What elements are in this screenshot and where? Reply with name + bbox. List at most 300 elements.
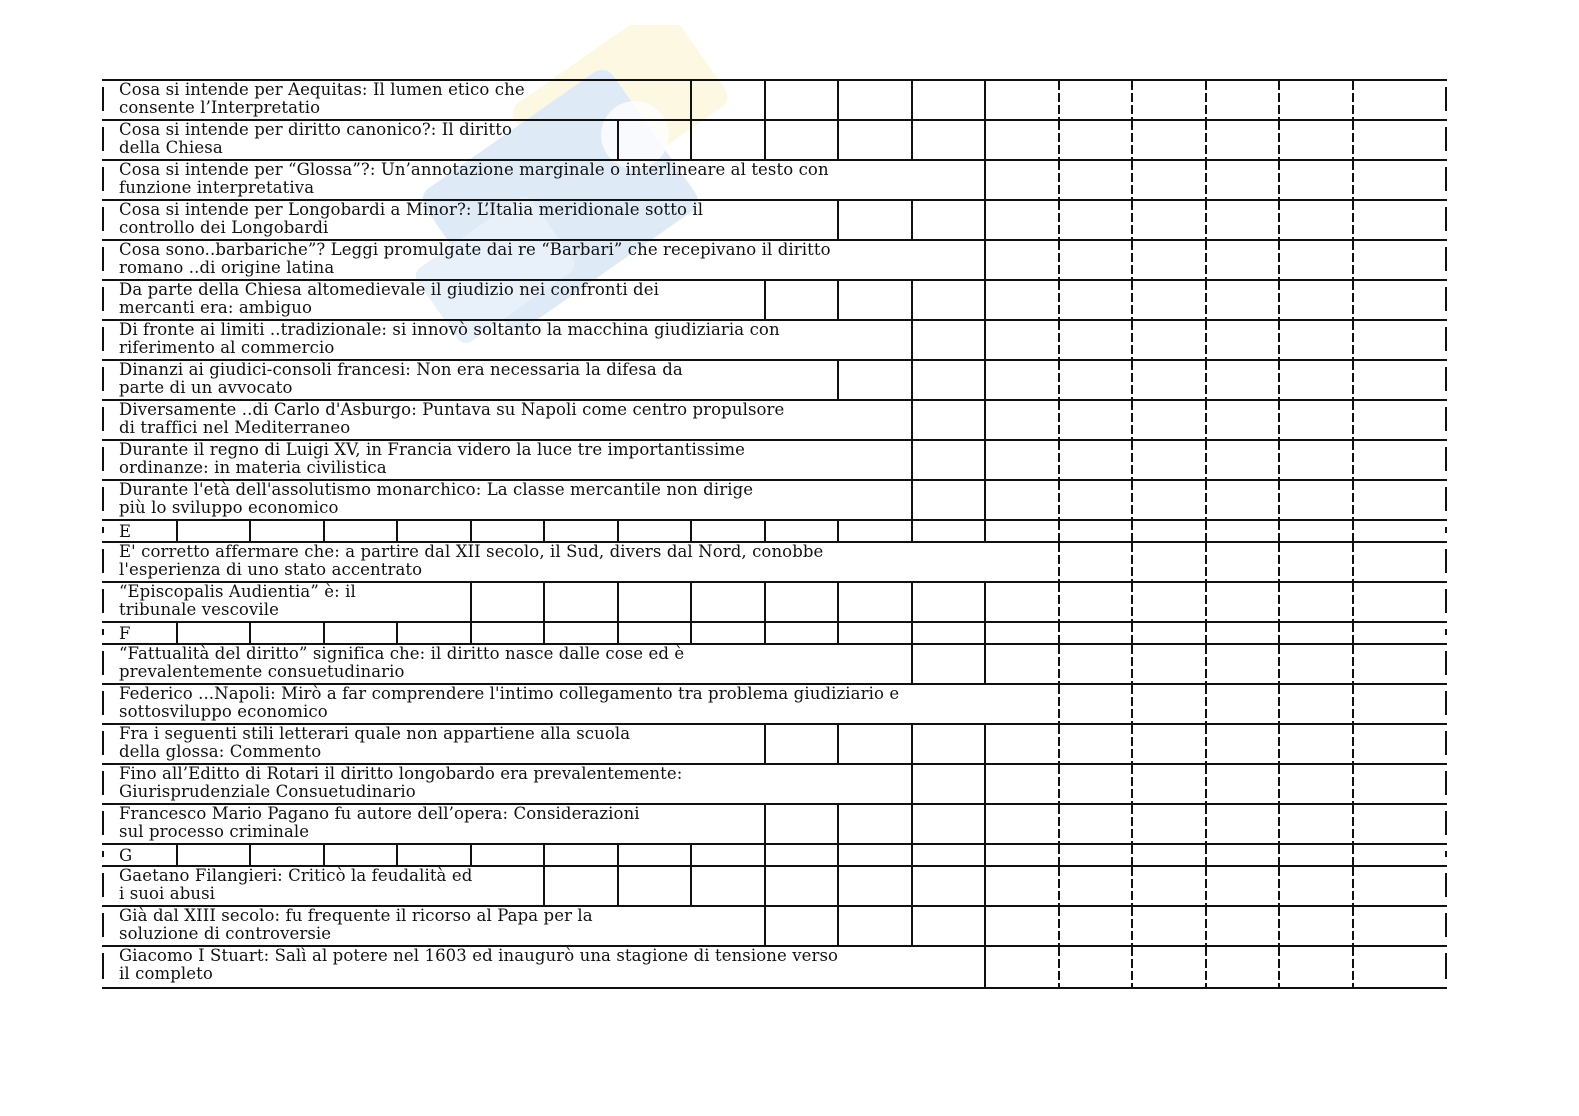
question-text: [119, 805, 640, 841]
row-right-border: [1445, 873, 1447, 897]
question-text: [119, 281, 659, 317]
cell-divider: [911, 805, 913, 843]
cell-divider: [984, 645, 986, 683]
cell-divider: [1058, 81, 1060, 119]
question-row: [102, 685, 1447, 725]
row-left-border: [102, 287, 104, 311]
question-row: [102, 725, 1447, 765]
cell-divider: [1058, 161, 1060, 199]
cell-divider: [1278, 201, 1280, 239]
row-right-border: [1445, 549, 1447, 573]
cell-divider: [984, 521, 986, 541]
cell-divider: [249, 845, 251, 865]
cell-divider: [176, 521, 178, 541]
cell-divider: [1352, 867, 1354, 905]
cell-divider: [1278, 81, 1280, 119]
row-left-border: [102, 207, 104, 231]
cell-divider: [1278, 521, 1280, 541]
cell-divider: [1205, 805, 1207, 843]
cell-divider: [617, 867, 619, 905]
row-left-border: [102, 527, 104, 533]
cell-divider: [764, 521, 766, 541]
question-line-1: Diversamente ..di Carlo d'Asburgo: Puntava su Napoli come centro propulsore: [119, 400, 785, 419]
row-right-border: [1445, 207, 1447, 231]
cell-divider: [837, 845, 839, 865]
cell-divider: [470, 583, 472, 621]
row-right-border: [1445, 851, 1447, 857]
cell-divider: [396, 521, 398, 541]
cell-divider: [1058, 805, 1060, 843]
cell-divider: [1278, 321, 1280, 359]
question-line-2: il completo: [119, 964, 213, 983]
question-line-2: i suoi abusi: [119, 884, 216, 903]
row-left-border: [102, 873, 104, 897]
cell-divider: [911, 441, 913, 479]
cell-divider: [690, 81, 692, 119]
question-line-1: Durante il regno di Luigi XV, in Francia videro la luce tre importantissime: [119, 440, 745, 459]
question-row: [102, 401, 1447, 441]
question-line-2: soluzione di controversie: [119, 924, 332, 943]
cell-divider: [837, 361, 839, 399]
cell-divider: [984, 321, 986, 359]
question-row: [102, 947, 1447, 987]
question-row: [102, 907, 1447, 947]
cell-divider: [396, 623, 398, 643]
cell-divider: [1131, 161, 1133, 199]
cell-divider: [690, 623, 692, 643]
row-right-border: [1445, 629, 1447, 635]
question-line-2: della glossa: Commento: [119, 742, 322, 761]
section-letter-row: [102, 845, 1447, 867]
cell-divider: [1205, 241, 1207, 279]
section-letter-row: [102, 623, 1447, 645]
cell-divider: [1205, 201, 1207, 239]
cell-divider: [470, 521, 472, 541]
cell-divider: [690, 521, 692, 541]
cell-divider: [1352, 765, 1354, 803]
question-line-2: controllo dei Longobardi: [119, 218, 329, 237]
question-text: [119, 321, 780, 357]
question-line-1: “Episcopalis Audientia” è: il: [119, 582, 356, 601]
cell-divider: [1352, 543, 1354, 581]
cell-divider: [1058, 401, 1060, 439]
question-line-1: Cosa si intende per diritto canonico?: Il diritto: [119, 120, 513, 139]
cell-divider: [764, 623, 766, 643]
cell-divider: [1205, 281, 1207, 319]
cell-divider: [837, 281, 839, 319]
row-right-border: [1445, 651, 1447, 675]
question-line-2: romano ..di origine latina: [119, 258, 335, 277]
cell-divider: [1205, 321, 1207, 359]
cell-divider: [1058, 685, 1060, 723]
cell-divider: [1131, 867, 1133, 905]
cell-divider: [984, 81, 986, 119]
question-line-1: Fra i seguenti stili letterari quale non appartiene alla scuola: [119, 724, 631, 743]
question-text: [119, 201, 703, 237]
cell-divider: [543, 521, 545, 541]
cell-divider: [323, 845, 325, 865]
cell-divider: [764, 867, 766, 905]
question-line-1: Dinanzi ai giudici-consoli francesi: Non era necessaria la difesa da: [119, 360, 683, 379]
question-line-1: Cosa sono..barbariche”? Leggi promulgate dai re “Barbari” che recepivano il diritto: [119, 240, 831, 259]
cell-divider: [1278, 281, 1280, 319]
question-row: [102, 441, 1447, 481]
question-line-1: Fino all’Editto di Rotari il diritto longobardo era prevalentemente:: [119, 764, 683, 783]
row-left-border: [102, 771, 104, 795]
question-line-1: Giacomo I Stuart: Salì al potere nel 1603 ed inaugurò una stagione di tensione verso: [119, 946, 839, 965]
cell-divider: [543, 867, 545, 905]
cell-divider: [1205, 441, 1207, 479]
cell-divider: [1352, 361, 1354, 399]
cell-divider: [984, 623, 986, 643]
cell-divider: [1058, 845, 1060, 865]
cell-divider: [1205, 685, 1207, 723]
cell-divider: [249, 521, 251, 541]
cell-divider: [1278, 161, 1280, 199]
cell-divider: [543, 583, 545, 621]
question-text: [119, 725, 630, 761]
cell-divider: [911, 121, 913, 159]
question-row: [102, 645, 1447, 685]
row-right-border: [1445, 407, 1447, 431]
question-line-2: tribunale vescovile: [119, 600, 280, 619]
cell-divider: [764, 725, 766, 763]
question-row: [102, 201, 1447, 241]
cell-divider: [1205, 161, 1207, 199]
cell-divider: [1058, 441, 1060, 479]
question-text: [119, 947, 838, 983]
cell-divider: [1352, 441, 1354, 479]
cell-divider: [984, 361, 986, 399]
row-right-border: [1445, 811, 1447, 835]
cell-divider: [911, 645, 913, 683]
cell-divider: [1058, 543, 1060, 581]
cell-divider: [176, 845, 178, 865]
cell-divider: [1205, 543, 1207, 581]
cell-divider: [1131, 121, 1133, 159]
question-line-2: della Chiesa: [119, 138, 223, 157]
question-line-2: sottosviluppo economico: [119, 702, 328, 721]
cell-divider: [1205, 121, 1207, 159]
cell-divider: [1058, 121, 1060, 159]
cell-divider: [984, 401, 986, 439]
question-row: [102, 543, 1447, 583]
question-line-1: Già dal XIII secolo: fu frequente il ricorso al Papa per la: [119, 906, 593, 925]
cell-divider: [984, 121, 986, 159]
cell-divider: [1205, 583, 1207, 621]
cell-divider: [617, 121, 619, 159]
cell-divider: [911, 867, 913, 905]
question-row: [102, 765, 1447, 805]
cell-divider: [1205, 401, 1207, 439]
cell-divider: [984, 845, 986, 865]
cell-divider: [543, 623, 545, 643]
cell-divider: [1352, 121, 1354, 159]
cell-divider: [1131, 805, 1133, 843]
cell-divider: [1058, 645, 1060, 683]
cell-divider: [837, 201, 839, 239]
question-text: [119, 81, 525, 117]
cell-divider: [911, 281, 913, 319]
cell-divider: [1058, 725, 1060, 763]
cell-divider: [984, 481, 986, 519]
cell-divider: [1278, 121, 1280, 159]
cell-divider: [1131, 481, 1133, 519]
cell-divider: [764, 121, 766, 159]
question-text: [119, 583, 356, 619]
cell-divider: [1058, 623, 1060, 643]
cell-divider: [984, 907, 986, 945]
cell-divider: [1352, 481, 1354, 519]
cell-divider: [1131, 685, 1133, 723]
row-left-border: [102, 327, 104, 351]
cell-divider: [1058, 241, 1060, 279]
row-left-border: [102, 247, 104, 271]
cell-divider: [1352, 321, 1354, 359]
row-left-border: [102, 127, 104, 151]
question-line-1: “Fattualità del diritto” significa che: il diritto nasce dalle cose ed è: [119, 644, 685, 663]
cell-divider: [1278, 441, 1280, 479]
cell-divider: [837, 867, 839, 905]
cell-divider: [1131, 401, 1133, 439]
cell-divider: [1278, 481, 1280, 519]
row-left-border: [102, 953, 104, 979]
question-line-2: consente l’Interpretatio: [119, 98, 321, 117]
cell-divider: [764, 281, 766, 319]
question-text: [119, 441, 745, 477]
question-row: [102, 481, 1447, 521]
cell-divider: [1278, 845, 1280, 865]
cell-divider: [1058, 765, 1060, 803]
cell-divider: [984, 947, 986, 987]
cell-divider: [1352, 623, 1354, 643]
cell-divider: [1058, 521, 1060, 541]
row-left-border: [102, 851, 104, 857]
cell-divider: [911, 845, 913, 865]
cell-divider: [1131, 441, 1133, 479]
cell-divider: [690, 121, 692, 159]
cell-divider: [984, 765, 986, 803]
cell-divider: [690, 867, 692, 905]
cell-divider: [1205, 521, 1207, 541]
question-line-2: di traffici nel Mediterraneo: [119, 418, 351, 437]
cell-divider: [543, 845, 545, 865]
row-right-border: [1445, 287, 1447, 311]
cell-divider: [1205, 645, 1207, 683]
cell-divider: [911, 623, 913, 643]
cell-divider: [984, 441, 986, 479]
cell-divider: [323, 521, 325, 541]
question-row: [102, 583, 1447, 623]
cell-divider: [1205, 845, 1207, 865]
cell-divider: [911, 321, 913, 359]
row-right-border: [1445, 487, 1447, 511]
cell-divider: [911, 481, 913, 519]
question-line-1: Gaetano Filangieri: Criticò la feudalità ed: [119, 866, 473, 885]
question-line-1: E' corretto affermare che: a partire dal XII secolo, il Sud, divers dal Nord, conobbe: [119, 542, 824, 561]
cell-divider: [984, 281, 986, 319]
cell-divider: [1131, 361, 1133, 399]
cell-divider: [911, 583, 913, 621]
cell-divider: [1278, 867, 1280, 905]
question-line-1: Federico ...Napoli: Mirò a far comprendere l'intimo collegamento tra problema giudiziario e: [119, 684, 900, 703]
cell-divider: [837, 623, 839, 643]
cell-divider: [837, 805, 839, 843]
question-line-2: mercanti era: ambiguo: [119, 298, 312, 317]
cell-divider: [984, 201, 986, 239]
cell-divider: [323, 623, 325, 643]
cell-divider: [984, 725, 986, 763]
question-text: [119, 685, 899, 721]
row-right-border: [1445, 127, 1447, 151]
cell-divider: [764, 907, 766, 945]
question-text: [119, 481, 753, 517]
question-text: [119, 161, 829, 197]
cell-divider: [1131, 81, 1133, 119]
cell-divider: [1131, 645, 1133, 683]
question-row: [102, 121, 1447, 161]
question-row: [102, 81, 1447, 121]
row-right-border: [1445, 953, 1447, 979]
cell-divider: [617, 583, 619, 621]
cell-divider: [1352, 281, 1354, 319]
row-left-border: [102, 913, 104, 937]
cell-divider: [1352, 805, 1354, 843]
row-right-border: [1445, 731, 1447, 755]
cell-divider: [1131, 241, 1133, 279]
cell-divider: [690, 845, 692, 865]
row-right-border: [1445, 167, 1447, 191]
cell-divider: [1278, 623, 1280, 643]
cell-divider: [1205, 361, 1207, 399]
cell-divider: [837, 521, 839, 541]
cell-divider: [1352, 845, 1354, 865]
cell-divider: [1131, 765, 1133, 803]
cell-divider: [1131, 845, 1133, 865]
row-right-border: [1445, 87, 1447, 111]
row-left-border: [102, 447, 104, 471]
question-text: [119, 121, 512, 157]
cell-divider: [1278, 361, 1280, 399]
row-right-border: [1445, 913, 1447, 937]
cell-divider: [1278, 947, 1280, 987]
question-line-1: Cosa si intende per Aequitas: Il lumen etico che: [119, 80, 525, 99]
question-text: [119, 241, 831, 277]
cell-divider: [1131, 543, 1133, 581]
row-left-border: [102, 691, 104, 715]
cell-divider: [911, 401, 913, 439]
cell-divider: [1278, 583, 1280, 621]
row-right-border: [1445, 367, 1447, 391]
row-left-border: [102, 87, 104, 111]
cell-divider: [1278, 805, 1280, 843]
cell-divider: [1352, 685, 1354, 723]
cell-divider: [1352, 725, 1354, 763]
question-line-2: riferimento al commercio: [119, 338, 335, 357]
cell-divider: [911, 907, 913, 945]
question-row: [102, 321, 1447, 361]
question-row: [102, 867, 1447, 907]
question-line-1: Da parte della Chiesa altomedievale il giudizio nei confronti dei: [119, 280, 659, 299]
row-right-border: [1445, 247, 1447, 271]
row-left-border: [102, 731, 104, 755]
cell-divider: [764, 805, 766, 843]
cell-divider: [764, 845, 766, 865]
cell-divider: [911, 81, 913, 119]
row-right-border: [1445, 589, 1447, 613]
cell-divider: [1278, 241, 1280, 279]
question-line-2: sul processo criminale: [119, 822, 310, 841]
question-text: [119, 543, 823, 579]
row-left-border: [102, 549, 104, 573]
section-letter: F: [119, 624, 131, 643]
cell-divider: [984, 805, 986, 843]
cell-divider: [1131, 321, 1133, 359]
question-text: [119, 645, 684, 681]
cell-divider: [1278, 645, 1280, 683]
row-left-border: [102, 407, 104, 431]
cell-divider: [1352, 521, 1354, 541]
cell-divider: [1205, 81, 1207, 119]
cell-divider: [1352, 583, 1354, 621]
cell-divider: [837, 81, 839, 119]
cell-divider: [984, 241, 986, 279]
cell-divider: [1352, 907, 1354, 945]
cell-divider: [1131, 947, 1133, 987]
cell-divider: [1352, 201, 1354, 239]
cell-divider: [1058, 907, 1060, 945]
cell-divider: [1278, 765, 1280, 803]
row-left-border: [102, 589, 104, 613]
question-text: [119, 867, 472, 903]
cell-divider: [764, 583, 766, 621]
cell-divider: [1278, 907, 1280, 945]
cell-divider: [911, 521, 913, 541]
cell-divider: [1131, 725, 1133, 763]
cell-divider: [984, 161, 986, 199]
cell-divider: [470, 623, 472, 643]
question-text: [119, 765, 682, 801]
cell-divider: [1205, 725, 1207, 763]
cell-divider: [1205, 907, 1207, 945]
question-line-2: ordinanze: in materia civilistica: [119, 458, 387, 477]
row-left-border: [102, 367, 104, 391]
cell-divider: [1352, 81, 1354, 119]
cell-divider: [1058, 281, 1060, 319]
cell-divider: [617, 623, 619, 643]
cell-divider: [470, 845, 472, 865]
question-line-2: Giurisprudenziale Consuetudinario: [119, 782, 416, 801]
cell-divider: [1352, 401, 1354, 439]
question-line-1: Cosa si intende per “Glossa”?: Un’annotazione marginale o interlineare al testo con: [119, 160, 829, 179]
cell-divider: [984, 583, 986, 621]
cell-divider: [984, 867, 986, 905]
question-row: [102, 361, 1447, 401]
cell-divider: [1131, 521, 1133, 541]
cell-divider: [617, 521, 619, 541]
row-right-border: [1445, 327, 1447, 351]
row-right-border: [1445, 771, 1447, 795]
question-row: [102, 161, 1447, 201]
cell-divider: [1205, 867, 1207, 905]
question-text: [119, 361, 683, 397]
question-line-2: più lo sviluppo economico: [119, 498, 339, 517]
cell-divider: [911, 725, 913, 763]
question-line-2: parte di un avvocato: [119, 378, 293, 397]
cell-divider: [1058, 361, 1060, 399]
cell-divider: [1278, 685, 1280, 723]
question-row: [102, 241, 1447, 281]
